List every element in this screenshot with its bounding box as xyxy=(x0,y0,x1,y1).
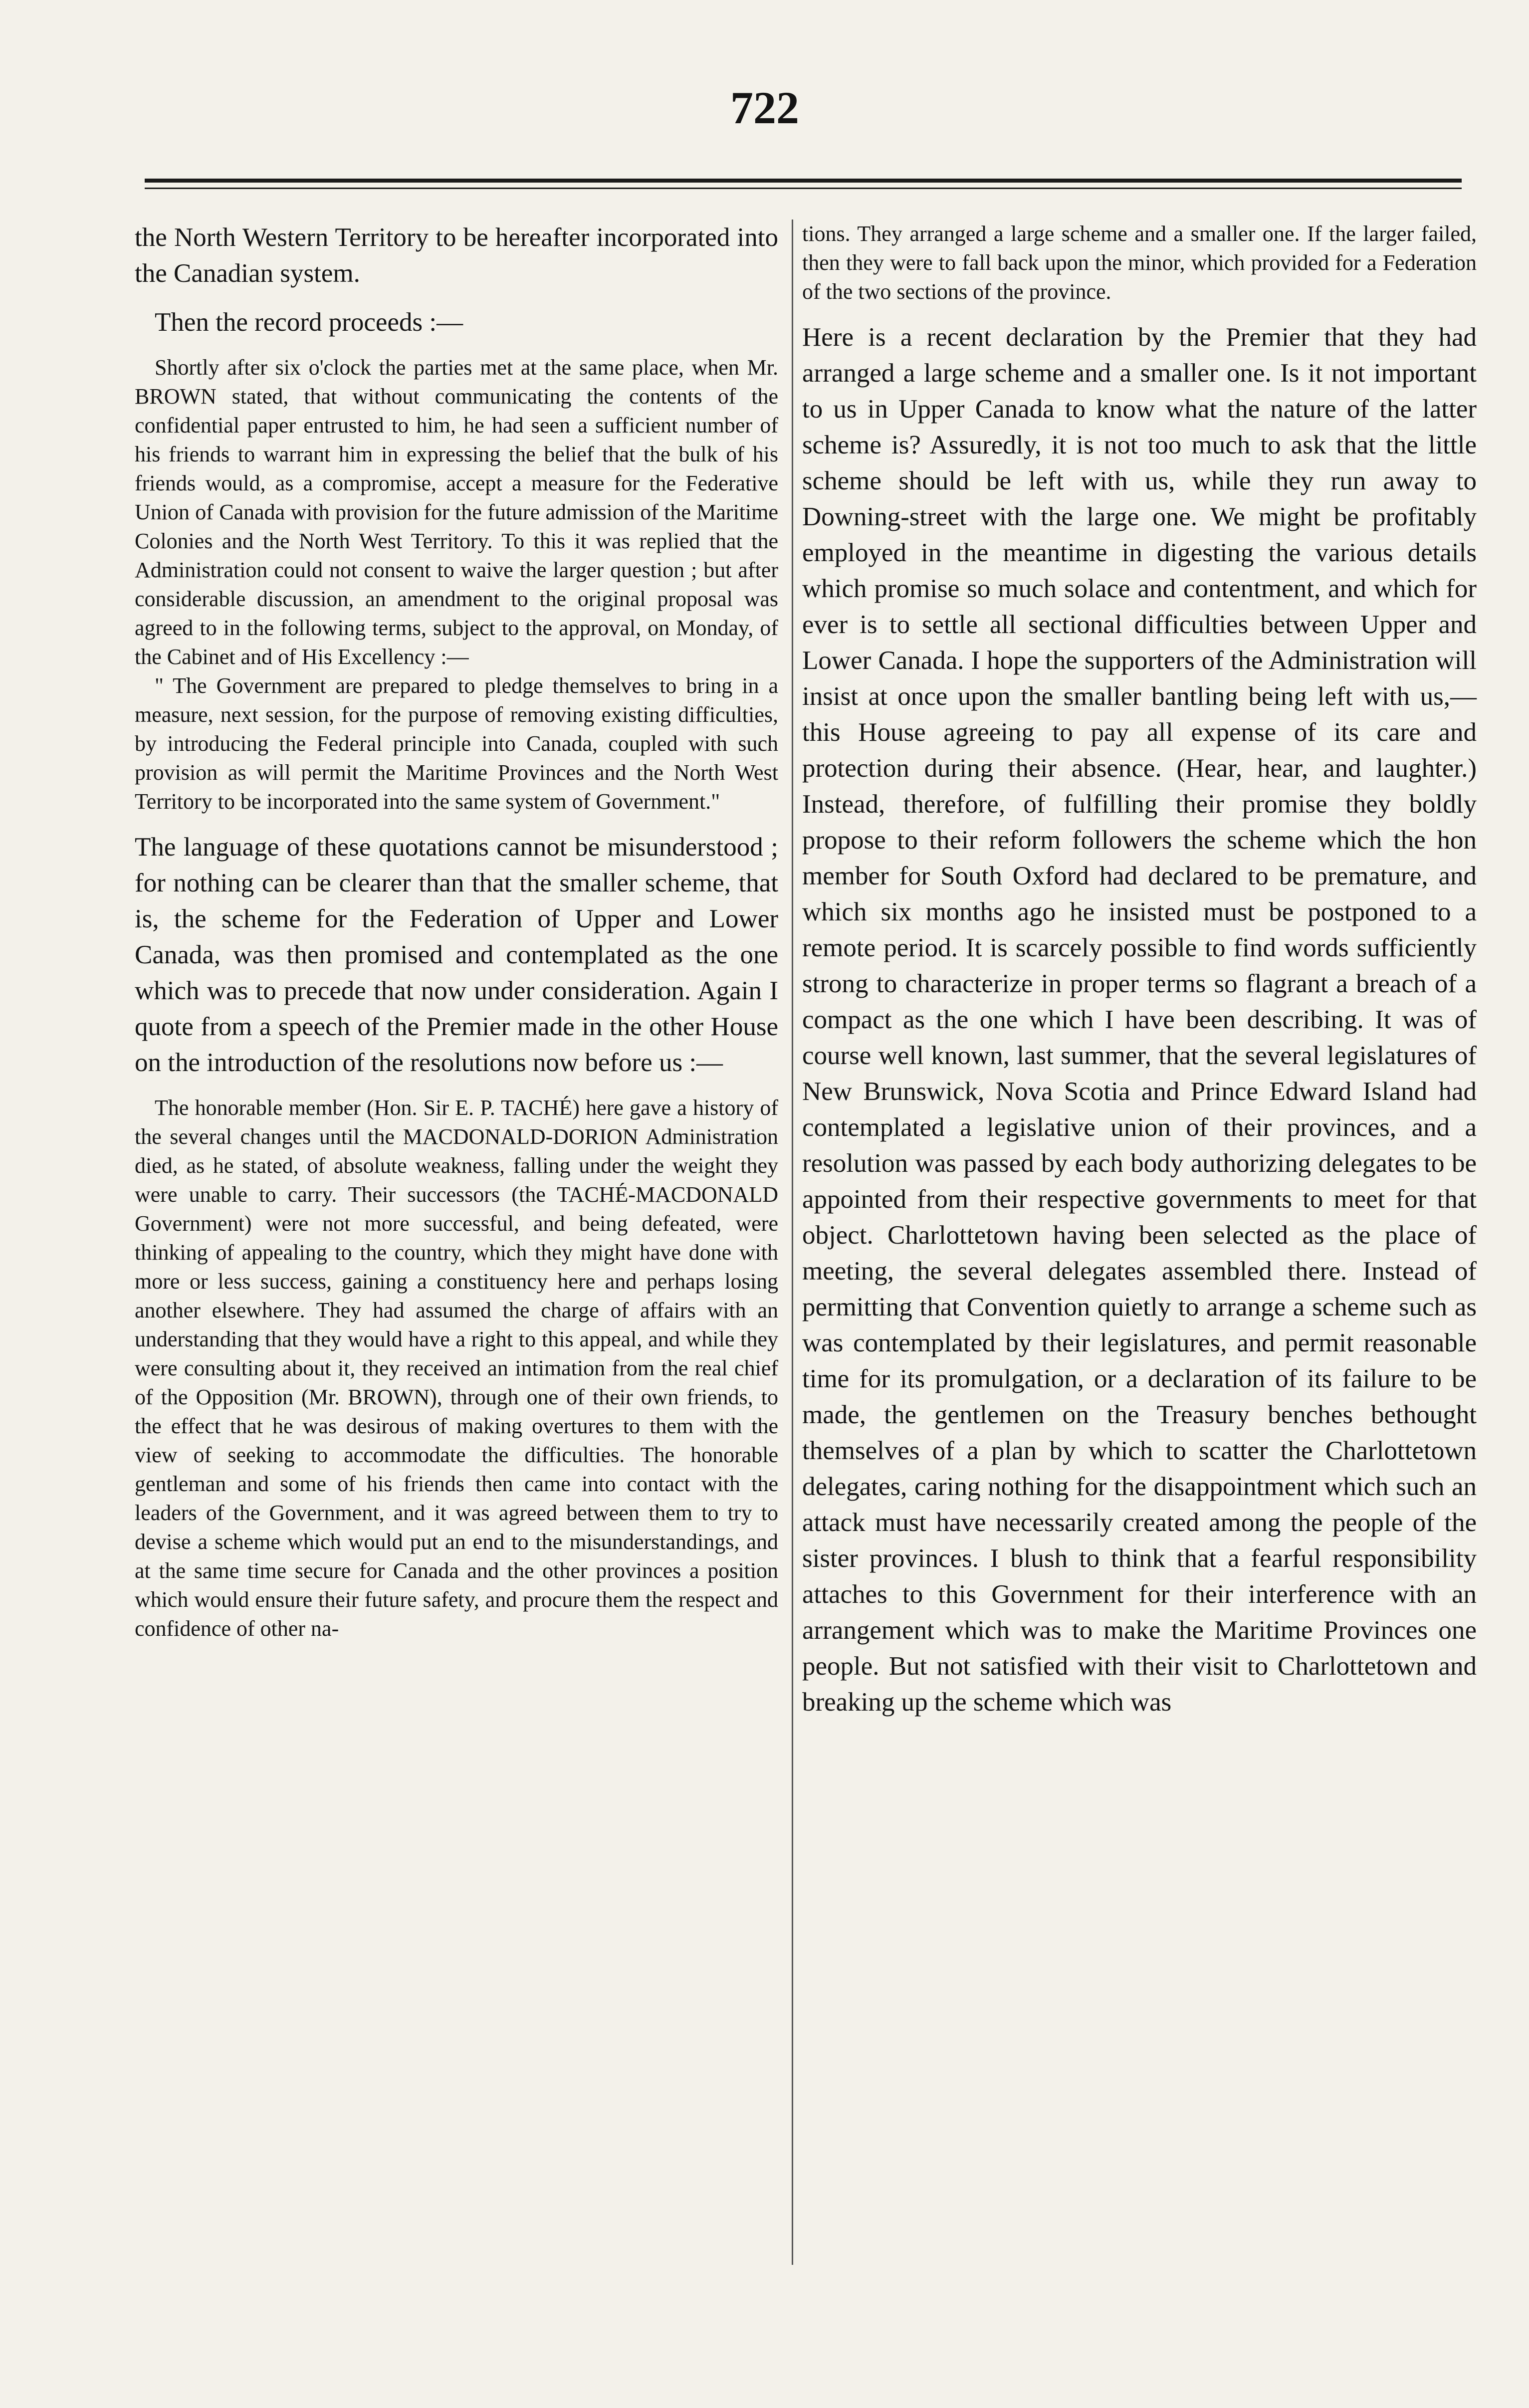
header-rule-thick xyxy=(145,179,1462,183)
left-column xyxy=(135,219,778,1643)
quotation-paragraph: Shortly after six o'clock the parties met at the same place, when Mr. BROWN stated, that without communicating the contents of the confidential paper entrusted to him, he had seen a sufficient number of his friends to warrant him in expressing the belief that the bulk of his friends would, as a compromise, accept a measure for the Federative Union of Canada with provision for the future admission of the Maritime Colonies and the North West Territory. To this it was replied that the Administration could not consent to waive the larger question ; but after considerable discussion, an amendment to the original proposal was agreed to in the following terms, subject to the approval, on Monday, of the Cabinet and of His Excellency :— xyxy=(135,355,778,669)
quotation-paragraph: " The Government are prepared to pledge themselves to bring in a measure, next session, for the purpose of removing existing difficulties, by introducing the Federal principle into Canada, coupled with such provision as will permit the Maritime Provinces and the North West Territory to be incorporated into the same system of Government." xyxy=(135,673,778,814)
column-divider xyxy=(792,219,793,2265)
body-paragraph: the North Western Territory to be hereafter incorporated into the Canadian system. xyxy=(135,223,778,288)
header-rule-thin xyxy=(145,188,1462,189)
quotation-paragraph: tions. They arranged a large scheme and a smaller one. If the larger failed, then they were to fall back upon the minor, which provided for a Federation of the two sections of the province. xyxy=(802,221,1477,304)
body-paragraph: Then the record proceeds :— xyxy=(155,308,463,337)
body-paragraph: The language of these quotations cannot be misunderstood ; for nothing can be clearer than that the smaller scheme, that is, the scheme for the Federation of Upper and Lower Canada, was then promised and contemplated as the one which was to precede that now under consideration. Again I quote from a speech of the Premier made in the other House on the introduction of the resolutions now before us :— xyxy=(135,833,778,1077)
page-number: 722 xyxy=(730,82,799,133)
right-column xyxy=(802,219,1477,1720)
quotation-paragraph: The honorable member (Hon. Sir E. P. TACHÉ) here gave a history of the several changes until the MACDONALD-DORION Administration died, as he stated, of absolute weakness, falling under the weight they were unable to carry. Their successors (the TACHÉ-MACDONALD Government) were not more successful, and being defeated, were thinking of appealing to the country, which they might have done with more or less success, gaining a constituency here and perhaps losing another elsewhere. They had assumed the charge of affairs with an understanding that they would have a right to this appeal, and while they were consulting about it, they received an intimation from the real chief of the Opposition (Mr. BROWN), through one of their own friends, to the effect that he was desirous of making overtures to them with the view of seeking to accommodate the difficulties. The honorable gentleman and some of his friends then came into contact with the leaders of the Government, and it was agreed between them to try to devise a scheme which would put an end to the misunderstandings, and at the same time secure for Canada and the other provinces a position which would ensure their future safety, and procure them the respect and confidence of other na- xyxy=(135,1095,778,1641)
body-paragraph: Here is a recent declaration by the Premier that they had arranged a large scheme and a smaller one. Is it not important to us in Upper Canada to know what the nature of the latter scheme is? Assuredly, it is not too much to ask that the little scheme should be left with us, while they run away to Downing-street with the large one. We might be profitably employed in the meantime in digesting the various details which promise so much solace and contentment, and which for ever is to settle all sectional difficulties between Upper and Lower Canada. I hope the supporters of the Administration will insist at once upon the smaller bantling being left with us,—this House agreeing to pay all expense of its care and protection during their absence. (Hear, hear, and laughter.) Instead, therefore, of fulfilling their promise they boldly propose to their reform followers the scheme which the hon member for South Oxford had declared to be premature, and which six months ago he insisted must be postponed to a remote period. It is scarcely possible to find words sufficiently strong to characterize in proper terms so flagrant a breach of a compact as the one which I have been describing. It was of course well known, last summer, that the several legislatures of New Brunswick, Nova Scotia and Prince Edward Island had contemplated a legislative union of their provinces, and a resolution was passed by each body authorizing delegates to be appointed from their respective governments to meet for that object. Charlottetown having been selected as the place of meeting, the several delegates assembled there. Instead of permitting that Convention quietly to arrange a scheme such as was contemplated by their legislatures, and permit reasonable time for its promulgation, or a declaration of its failure to be made, the gentlemen on the Treasury benches bethought themselves of a plan by which to scatter the Charlottetown delegates, caring nothing for the disappointment which such an attack must have necessarily created among the people of the sister provinces. I blush to think that a fearful responsibility attaches to this Government for their interference with an arrangement which was to make the Maritime Provinces one people. But not satisfied with their visit to Charlottetown and breaking up the scheme which was xyxy=(802,323,1477,1717)
